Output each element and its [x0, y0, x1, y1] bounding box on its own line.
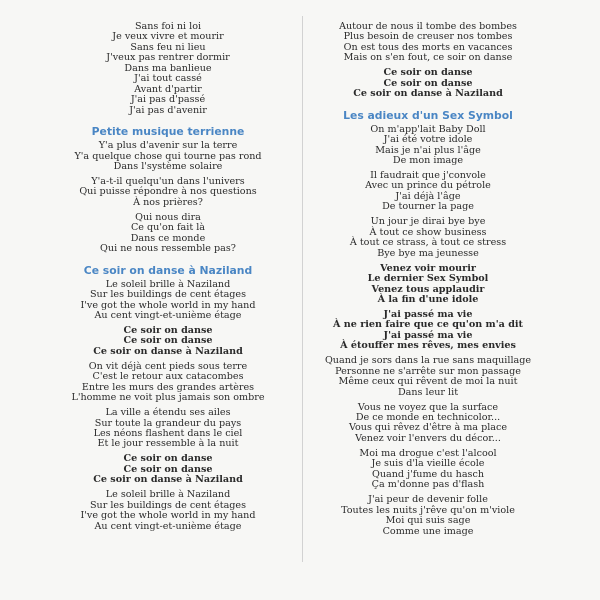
verse-stanza — [300, 22, 556, 64]
lyric-line: Personne ne s'arrête sur mon passage — [335, 365, 521, 377]
lyric-line: Venez voir l'envers du décor... — [355, 432, 501, 444]
lyric-line: Ce soir on danse — [123, 324, 213, 336]
lyric-line: Ce soir on danse — [383, 67, 473, 79]
lyric-line: J'ai tout cassé — [134, 73, 202, 85]
verse-stanza — [40, 362, 296, 404]
lyric-line: On est tous des morts en vacances — [343, 41, 513, 53]
lyric-line: Je suis d'la vieille école — [371, 458, 485, 470]
verse-stanza — [300, 125, 556, 167]
lyric-line: On vit déjà cent pieds sous terre — [88, 360, 248, 372]
lyric-line: J'ai passé ma vie — [383, 308, 473, 320]
verse-stanza — [40, 490, 296, 532]
lyric-line: Un jour je dirai bye bye — [370, 216, 486, 228]
lyric-line: Sur les buildings de cent étages — [89, 499, 247, 511]
lyric-line: Vous ne voyez que la surface — [357, 401, 499, 413]
lyric-line: Comme une image — [382, 525, 474, 537]
lyric-line: Vous qui rêvez d'être à ma place — [348, 422, 508, 434]
verse-stanza — [40, 22, 296, 116]
lyric-line: Le soleil brille à Naziland — [105, 278, 231, 290]
lyric-line: À étouffer mes rêves, mes envies — [340, 340, 516, 352]
lyric-line: L'homme ne voit plus jamais son ombre — [71, 392, 265, 404]
lyric-line: Le dernier Sex Symbol — [367, 273, 489, 285]
lyric-line: I've got the whole world in my hand — [80, 510, 256, 522]
lyric-line: De mon image — [392, 155, 464, 167]
chorus-stanza — [40, 326, 296, 357]
song-title: Petite musique terrienne — [91, 125, 245, 139]
chorus-stanza — [40, 454, 296, 485]
lyric-line: Venez tous applaudir — [371, 283, 485, 295]
lyric-line: I've got the whole world in my hand — [80, 299, 256, 311]
left-column — [40, 22, 296, 537]
song-title: Les adieux d'un Sex Symbol — [343, 108, 513, 122]
lyric-line: Au cent vingt-et-unième étage — [94, 309, 242, 321]
lyric-line: Venez voir mourir — [380, 262, 476, 274]
lyric-line: J'veux pas rentrer dormir — [106, 52, 230, 64]
lyric-line: C'est le retour aux catacombes — [92, 371, 244, 383]
verse-stanza — [300, 495, 556, 537]
lyric-line: J'ai peur de devenir folle — [368, 494, 488, 506]
lyric-line: Bye bye ma jeunesse — [377, 247, 479, 259]
lyric-line: À tout ce strass, à tout ce stress — [349, 237, 507, 249]
lyric-line: Ce soir on danse — [123, 453, 213, 465]
lyric-line: J'ai déjà l'âge — [395, 190, 461, 202]
lyric-line: J'ai pas d'avenir — [129, 104, 207, 116]
lyric-line: J'ai été votre idole — [383, 134, 473, 146]
lyric-line: Les néons flashent dans le ciel — [93, 428, 243, 439]
verse-stanza — [40, 408, 296, 450]
verse-stanza — [40, 280, 296, 322]
lyric-line: Sur les buildings de cent étages — [89, 289, 247, 301]
verse-stanza — [300, 449, 556, 491]
lyric-line: La ville a étendu ses ailes — [105, 407, 231, 419]
lyric-line: Ce soir on danse à Naziland — [353, 88, 503, 100]
lyric-line: Qui puisse répondre à nos questions — [79, 186, 257, 198]
lyric-line: Dans leur lit — [397, 386, 459, 398]
chorus-stanza — [300, 310, 556, 352]
right-column — [300, 22, 556, 541]
lyric-line: Mais on s'en fout, ce soir on danse — [343, 52, 513, 64]
lyric-line: J'ai pas d'passé — [130, 94, 206, 106]
lyric-line: Avant d'partir — [134, 83, 202, 95]
lyric-line: Toutes les nuits j'rêve qu'on m'viole — [341, 504, 515, 516]
lyric-line: Dans ce monde — [130, 232, 206, 244]
lyric-line: Entre les murs des grandes artères — [81, 381, 255, 393]
lyric-line: À la fin d'une idole — [377, 293, 479, 305]
lyric-line: Au cent vingt-et-unième étage — [94, 520, 242, 532]
lyric-line: Dans ma banlieue — [124, 62, 212, 74]
lyric-line: Y'a-t-il quelqu'un dans l'univers — [91, 175, 245, 187]
lyric-line: Y'a plus d'avenir sur la terre — [98, 140, 238, 152]
lyric-line: De ce monde en technicolor... — [355, 412, 501, 423]
lyric-line: Ce soir on danse — [123, 463, 213, 475]
lyric-line: Sans foi ni loi — [134, 21, 202, 32]
lyric-line: Ce soir on danse à Naziland — [93, 474, 243, 486]
lyric-line: Ça m'donne pas d'flash — [371, 479, 485, 491]
lyric-line: Ce soir on danse — [123, 335, 213, 347]
verse-stanza — [300, 356, 556, 398]
lyric-line: Ce soir on danse à Naziland — [93, 345, 243, 357]
lyric-line: De tourner la page — [382, 201, 474, 213]
lyric-line: Il faudrait que j'convole — [370, 169, 486, 181]
lyric-line: Plus besoin de creuser nos tombes — [343, 31, 513, 43]
lyric-line: Y'a quelque chose qui tourne pas rond — [74, 150, 262, 162]
lyric-line: Sans feu ni lieu — [130, 41, 206, 53]
lyric-line: Ce soir on danse — [383, 77, 473, 89]
lyric-line: Le soleil brille à Naziland — [105, 489, 231, 501]
lyric-line: Dans l'système solaire — [113, 160, 223, 172]
lyric-line: Même ceux qui rêvent de moi la nuit — [338, 376, 518, 388]
lyric-line: Quand j'fume du hasch — [371, 468, 485, 480]
chorus-stanza — [300, 68, 556, 99]
lyric-line: Qui nous dira — [135, 211, 201, 223]
verse-stanza — [300, 217, 556, 259]
verse-stanza — [40, 213, 296, 255]
verse-stanza — [40, 177, 296, 208]
lyric-line: À nos prières? — [133, 196, 203, 208]
chorus-stanza — [300, 264, 556, 306]
lyric-line: Avec un prince du pétrole — [365, 180, 491, 192]
lyric-line: Autour de nous il tombe des bombes — [339, 21, 517, 32]
verse-stanza — [300, 403, 556, 445]
lyric-line: Qui ne nous ressemble pas? — [100, 243, 236, 255]
lyric-line: À ne rien faire que ce qu'on m'a dit — [333, 319, 523, 331]
lyric-line: Je veux vivre et mourir — [112, 31, 224, 43]
verse-stanza — [40, 141, 296, 172]
song-title: Ce soir on danse à Naziland — [83, 263, 253, 277]
lyric-line: Et le jour ressemble à la nuit — [97, 438, 239, 450]
lyric-line: À tout ce show business — [369, 226, 487, 238]
lyric-line: J'ai passé ma vie — [383, 329, 473, 341]
lyric-line: Mais je n'ai plus l'âge — [375, 144, 481, 156]
lyric-line: Ce qu'on fait là — [130, 222, 206, 234]
lyric-line: Moi ma drogue c'est l'alcool — [359, 447, 497, 459]
lyric-line: On m'app'lait Baby Doll — [370, 123, 486, 135]
lyric-line: Moi qui suis sage — [385, 515, 471, 527]
verse-stanza — [300, 171, 556, 213]
lyric-line: Sur toute la grandeur du pays — [94, 417, 242, 429]
lyric-line: Quand je sors dans la rue sans maquillage — [324, 355, 532, 367]
